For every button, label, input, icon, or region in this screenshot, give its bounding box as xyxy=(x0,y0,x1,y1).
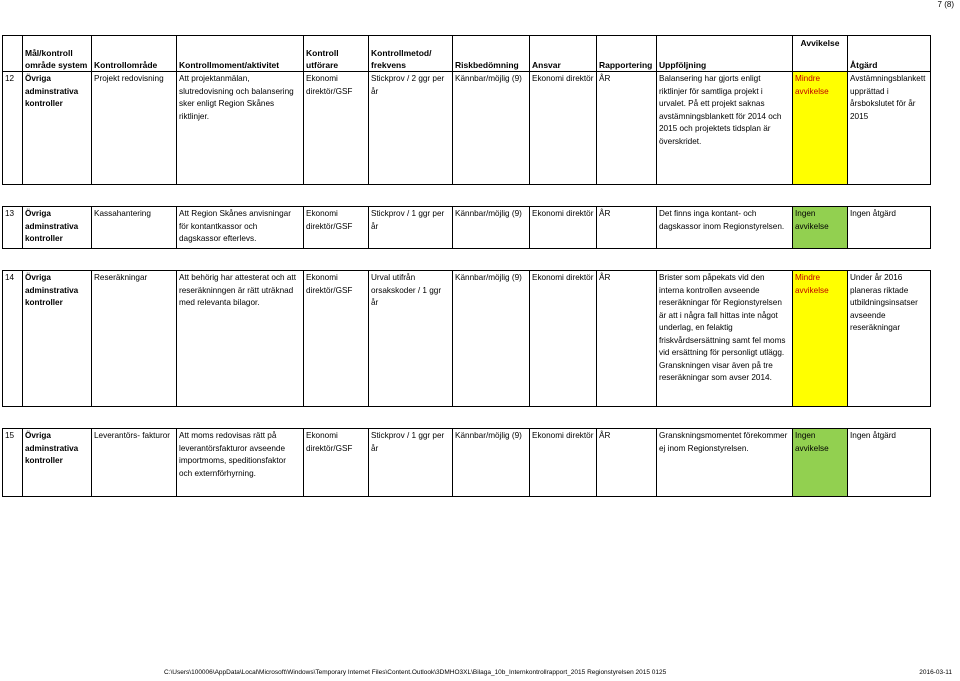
row-rapportering: ÅR xyxy=(597,429,657,497)
row-risk: Kännbar/möjlig (9) xyxy=(453,72,530,185)
row-metod: Stickprov / 1 ggr per år xyxy=(369,207,453,249)
row-omrade: Reseräkningar xyxy=(92,271,177,407)
row-utforare: Ekonomi direktör/GSF xyxy=(304,429,369,497)
row-utforare: Ekonomi direktör/GSF xyxy=(304,271,369,407)
row-atgard: Avstämningsblankett upprättad i årsbokslutet för år 2015 xyxy=(848,72,931,185)
row-moment: Att behörig har attesterat och att reseräkninngen är rätt uträknad med relevanta bilagor. xyxy=(177,271,304,407)
header-utforare: Kontroll utförare xyxy=(304,36,369,72)
row-ansvar: Ekonomi direktör xyxy=(530,271,597,407)
row-number: 13 xyxy=(3,207,23,249)
row-rapportering: ÅR xyxy=(597,271,657,407)
footer-file-path: C:\Users\100006\AppData\Local\Microsoft\Windows\Temporary Internet Files\Content.Outlook\3DMHO3XL\Bilaga_10b_Internkontrollrapport_2015 Regionstyrelsen 2015 0125 xyxy=(164,669,667,676)
row-avvikelse: Ingen avvikelse xyxy=(793,207,848,249)
row-omrade: Leverantörs- fakturor xyxy=(92,429,177,497)
page-number: 7 (8) xyxy=(937,0,954,9)
row-risk: Kännbar/möjlig (9) xyxy=(453,271,530,407)
row-metod: Urval utifrån orsakskoder / 1 ggr år xyxy=(369,271,453,407)
row-risk: Kännbar/möjlig (9) xyxy=(453,429,530,497)
row-mal: Övriga adminstrativa kontroller xyxy=(23,72,92,185)
row-uppfoljning: Brister som påpekats vid den interna kontrollen avseende reseräkningar för Regionstyrelsen är att i några fall hittas inte något underlag, en felaktig friskvårdsersättning samt fel moms vid ersättning för personligt utlägg. Granskningen visar även på tre reseräkningar som avser 2014. xyxy=(657,271,793,407)
row-atgard: Ingen åtgärd xyxy=(848,429,931,497)
header-avvikelse: Avvikelse xyxy=(793,36,848,72)
header-risk: Riskbedömning xyxy=(453,36,530,72)
row-ansvar: Ekonomi direktör xyxy=(530,429,597,497)
header-atgard: Åtgärd xyxy=(848,36,931,72)
row-utforare: Ekonomi direktör/GSF xyxy=(304,207,369,249)
row-number: 12 xyxy=(3,72,23,185)
row-uppfoljning: Balansering har gjorts enligt riktlinjer för samtliga projekt i urvalet. På ett projekt saknas avstämningsblankett för 2014 och 2015 och projektets tidsplan är överskridet. xyxy=(657,72,793,185)
header-no xyxy=(3,36,23,72)
row-avvikelse: Mindre avvikelse xyxy=(793,72,848,185)
header-metod: Kontrollmetod/ frekvens xyxy=(369,36,453,72)
table-row xyxy=(3,207,931,249)
header-uppfoljning: Uppföljning xyxy=(657,36,793,72)
row-omrade: Kassahantering xyxy=(92,207,177,249)
row-mal: Övriga adminstrativa kontroller xyxy=(23,207,92,249)
internal-control-table xyxy=(2,35,931,497)
row-avvikelse: Mindre avvikelse xyxy=(793,271,848,407)
header-mal: Mål/kontroll område system xyxy=(23,36,92,72)
table-row xyxy=(3,72,931,185)
header-row xyxy=(3,36,931,72)
row-metod: Stickprov / 1 ggr per år xyxy=(369,429,453,497)
row-avvikelse: Ingen avvikelse xyxy=(793,429,848,497)
row-metod: Stickprov / 2 ggr per år xyxy=(369,72,453,185)
row-gap xyxy=(3,185,931,207)
header-rapportering: Rapportering xyxy=(597,36,657,72)
footer-date: 2016-03-11 xyxy=(919,669,952,676)
row-rapportering: ÅR xyxy=(597,207,657,249)
row-moment: Att Region Skånes anvisningar för kontantkassor och dagskassor efterlevs. xyxy=(177,207,304,249)
header-ansvar: Ansvar xyxy=(530,36,597,72)
row-ansvar: Ekonomi direktör xyxy=(530,72,597,185)
row-risk: Kännbar/möjlig (9) xyxy=(453,207,530,249)
row-utforare: Ekonomi direktör/GSF xyxy=(304,72,369,185)
row-atgard: Ingen åtgärd xyxy=(848,207,931,249)
row-mal: Övriga adminstrativa kontroller xyxy=(23,271,92,407)
row-gap xyxy=(3,249,931,271)
row-ansvar: Ekonomi direktör xyxy=(530,207,597,249)
header-kontrollomrade: Kontrollområde xyxy=(92,36,177,72)
row-uppfoljning: Det finns inga kontant- och dagskassor inom Regionstyrelsen. xyxy=(657,207,793,249)
row-mal: Övriga adminstrativa kontroller xyxy=(23,429,92,497)
row-number: 15 xyxy=(3,429,23,497)
table-row xyxy=(3,429,931,497)
row-atgard: Under år 2016 planeras riktade utbildningsinsatser avseende reseräkningar xyxy=(848,271,931,407)
row-gap xyxy=(3,407,931,429)
row-number: 14 xyxy=(3,271,23,407)
row-rapportering: ÅR xyxy=(597,72,657,185)
row-moment: Att projektanmälan, slutredovisning och balansering sker enligt Region Skånes riktlinjer. xyxy=(177,72,304,185)
row-moment: Att moms redovisas rätt på leverantörsfakturor avseende importmoms, speditionsfaktor och externförhyrning. xyxy=(177,429,304,497)
row-omrade: Projekt redovisning xyxy=(92,72,177,185)
row-uppfoljning: Granskningsmomentet förekommer ej inom Regionstyrelsen. xyxy=(657,429,793,497)
header-kontrollmoment: Kontrollmoment/aktivitet xyxy=(177,36,304,72)
table-row xyxy=(3,271,931,407)
